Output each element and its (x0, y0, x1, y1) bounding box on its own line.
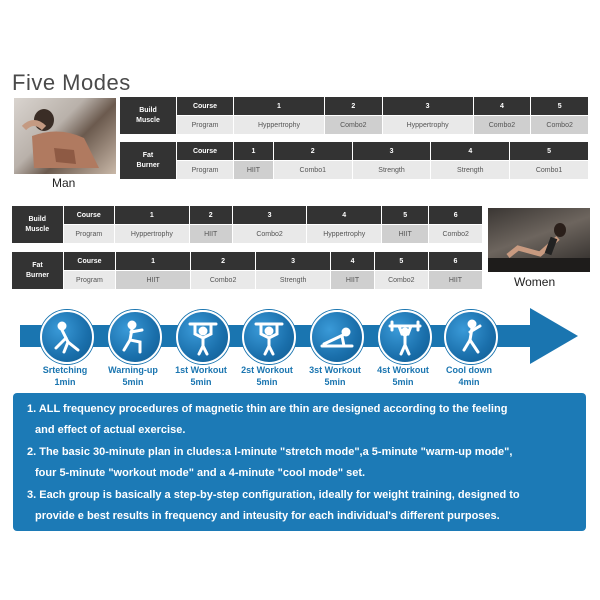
barbell-icon (378, 310, 432, 364)
table-cell: HIIT (190, 225, 232, 243)
step-label: Cool down 4min (446, 365, 492, 387)
header-cell: 6 (429, 206, 482, 224)
table-label: Build Muscle (120, 97, 176, 134)
timeline-arrow-head (530, 308, 578, 364)
header-cell: Course (177, 142, 233, 160)
table-cell: Combo2 (191, 271, 255, 289)
header-cell: 1 (234, 97, 324, 115)
header-cell: 4 (431, 142, 509, 160)
header-cell: 5 (510, 142, 588, 160)
man-caption: Man (52, 176, 76, 190)
notes-panel (13, 393, 586, 531)
table-cell: Combo1 (274, 161, 352, 179)
man-build-muscle-table (119, 96, 589, 135)
row-label: Program (177, 116, 233, 134)
table-cell: HIIT (331, 271, 373, 289)
table-cell: Strength (256, 271, 330, 289)
note-line: 2. The basic 30-minute plan in cludes:a l-minute "stretch mode",a 5-minute "warm-up mode", (27, 446, 513, 458)
header-cell: Course (64, 252, 115, 270)
women-build-muscle-table (11, 205, 483, 244)
header-cell: 5 (382, 206, 428, 224)
women-caption: Women (514, 275, 556, 289)
pullup-icon (242, 310, 296, 364)
step-label: 1st Workout 5min (175, 365, 227, 387)
header-cell: 5 (531, 97, 588, 115)
header-cell: 2 (191, 252, 255, 270)
table-cell: Combo2 (429, 225, 482, 243)
header-cell: 1 (116, 252, 190, 270)
table-cell: Hyppertrophy (307, 225, 381, 243)
table-cell: HIIT (234, 161, 273, 179)
header-cell: 6 (429, 252, 482, 270)
table-cell: Strength (431, 161, 509, 179)
header-cell: 2 (325, 97, 382, 115)
table-label: Build Muscle (12, 206, 63, 243)
header-cell: Course (177, 97, 233, 115)
table-cell: Combo2 (474, 116, 531, 134)
table-cell: Combo2 (531, 116, 588, 134)
table-cell: Combo2 (325, 116, 382, 134)
header-cell: 3 (233, 206, 307, 224)
header-cell: 5 (375, 252, 428, 270)
cooldown-icon (444, 310, 498, 364)
table-cell: HIIT (382, 225, 428, 243)
note-line: four 5-minute "workout mode" and a 4-minute "cool mode" set. (35, 467, 366, 479)
table-cell: Combo2 (375, 271, 428, 289)
warmup-icon (108, 310, 162, 364)
table-cell: Hyppertrophy (383, 116, 473, 134)
header-cell: 3 (353, 142, 431, 160)
header-cell: 1 (234, 142, 273, 160)
table-cell: Combo2 (233, 225, 307, 243)
note-line: 1. ALL frequency procedures of magnetic thin are thin are designed according to the feeling (27, 403, 508, 415)
row-label: Program (64, 271, 115, 289)
note-line: 3. Each group is basically a step-by-step configuration, ideally for weight training, designed to (27, 489, 520, 501)
header-cell: 3 (383, 97, 473, 115)
table-cell: Hyppertrophy (115, 225, 189, 243)
women-photo (488, 208, 590, 272)
note-line: and effect of actual exercise. (35, 424, 186, 436)
pullup-icon (176, 310, 230, 364)
table-cell: Combo1 (510, 161, 588, 179)
header-cell: 2 (274, 142, 352, 160)
page-title: Five Modes (12, 70, 131, 95)
header-cell: 4 (474, 97, 531, 115)
table-label: Fat Burner (12, 252, 63, 289)
header-cell: 3 (256, 252, 330, 270)
women-fat-burner-table (11, 251, 483, 290)
step-label: Srtetching 1min (42, 365, 88, 387)
table-cell: Hyppertrophy (234, 116, 324, 134)
man-fat-burner-table (119, 141, 589, 180)
pushup-icon (310, 310, 364, 364)
header-cell: 4 (307, 206, 381, 224)
step-label: 2st Workout 5min (241, 365, 293, 387)
note-line: provide e best results in frequency and inteusity for each individual's different purposes. (35, 510, 500, 522)
table-cell: Strength (353, 161, 431, 179)
step-label: Warning-up 5min (108, 365, 158, 387)
header-cell: 2 (190, 206, 232, 224)
stretching-icon (40, 310, 94, 364)
table-cell: HIIT (116, 271, 190, 289)
step-label: 4st Workout 5min (377, 365, 429, 387)
table-label: Fat Burner (120, 142, 176, 179)
header-cell: Course (64, 206, 115, 224)
step-label: 3st Workout 5min (309, 365, 361, 387)
row-label: Program (177, 161, 233, 179)
header-cell: 4 (331, 252, 373, 270)
man-photo (14, 98, 116, 174)
header-cell: 1 (115, 206, 189, 224)
row-label: Program (64, 225, 115, 243)
table-cell: HIIT (429, 271, 482, 289)
